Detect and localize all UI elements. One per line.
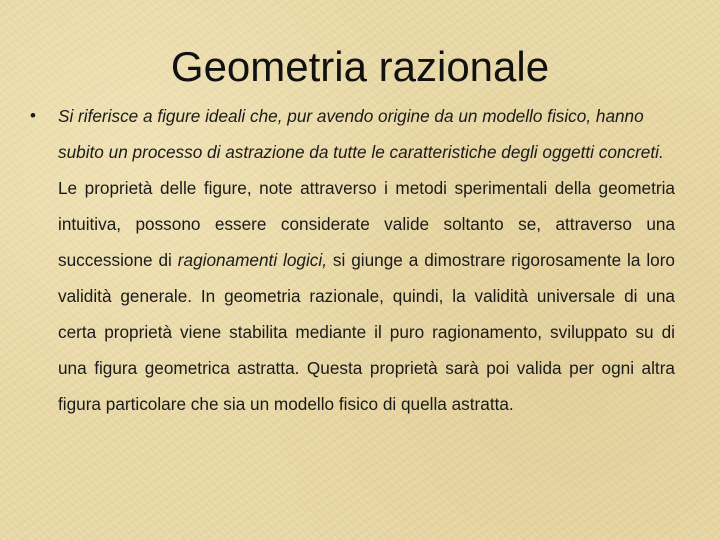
paragraph-part-1: Le proprietà delle figure, note attraverso i metodi sperimentali della geometria intuitiva, possono essere considerate valide soltanto se, attraverso una successione di [58, 178, 675, 270]
bullet-dot-icon: • [30, 106, 36, 125]
paragraph [30, 170, 675, 422]
paragraph-italic-phrase: ragionamenti logici, [177, 250, 327, 270]
bullet-text: Si riferisce a figure ideali che, pur avendo origine da un modello fisico, hanno subito un processo di astrazione da tutte le caratteristiche degli oggetti concreti. [58, 106, 664, 162]
paragraph-text [58, 170, 675, 422]
slide-title: Geometria razionale [170, 43, 550, 90]
bullet-item [30, 98, 675, 170]
paragraph-part-2: si giunge a dimostrare rigorosamente la loro validità generale. In geometria razionale, quindi, la validità universale di una certa proprietà viene stabilita mediante il puro ragionamento, sviluppato su di una figura geometrica astratta. Questa proprietà sarà poi valida per ogni altra figura particolare che sia un modello fisico di quella astratta. [58, 250, 675, 414]
slide-body [30, 98, 675, 422]
